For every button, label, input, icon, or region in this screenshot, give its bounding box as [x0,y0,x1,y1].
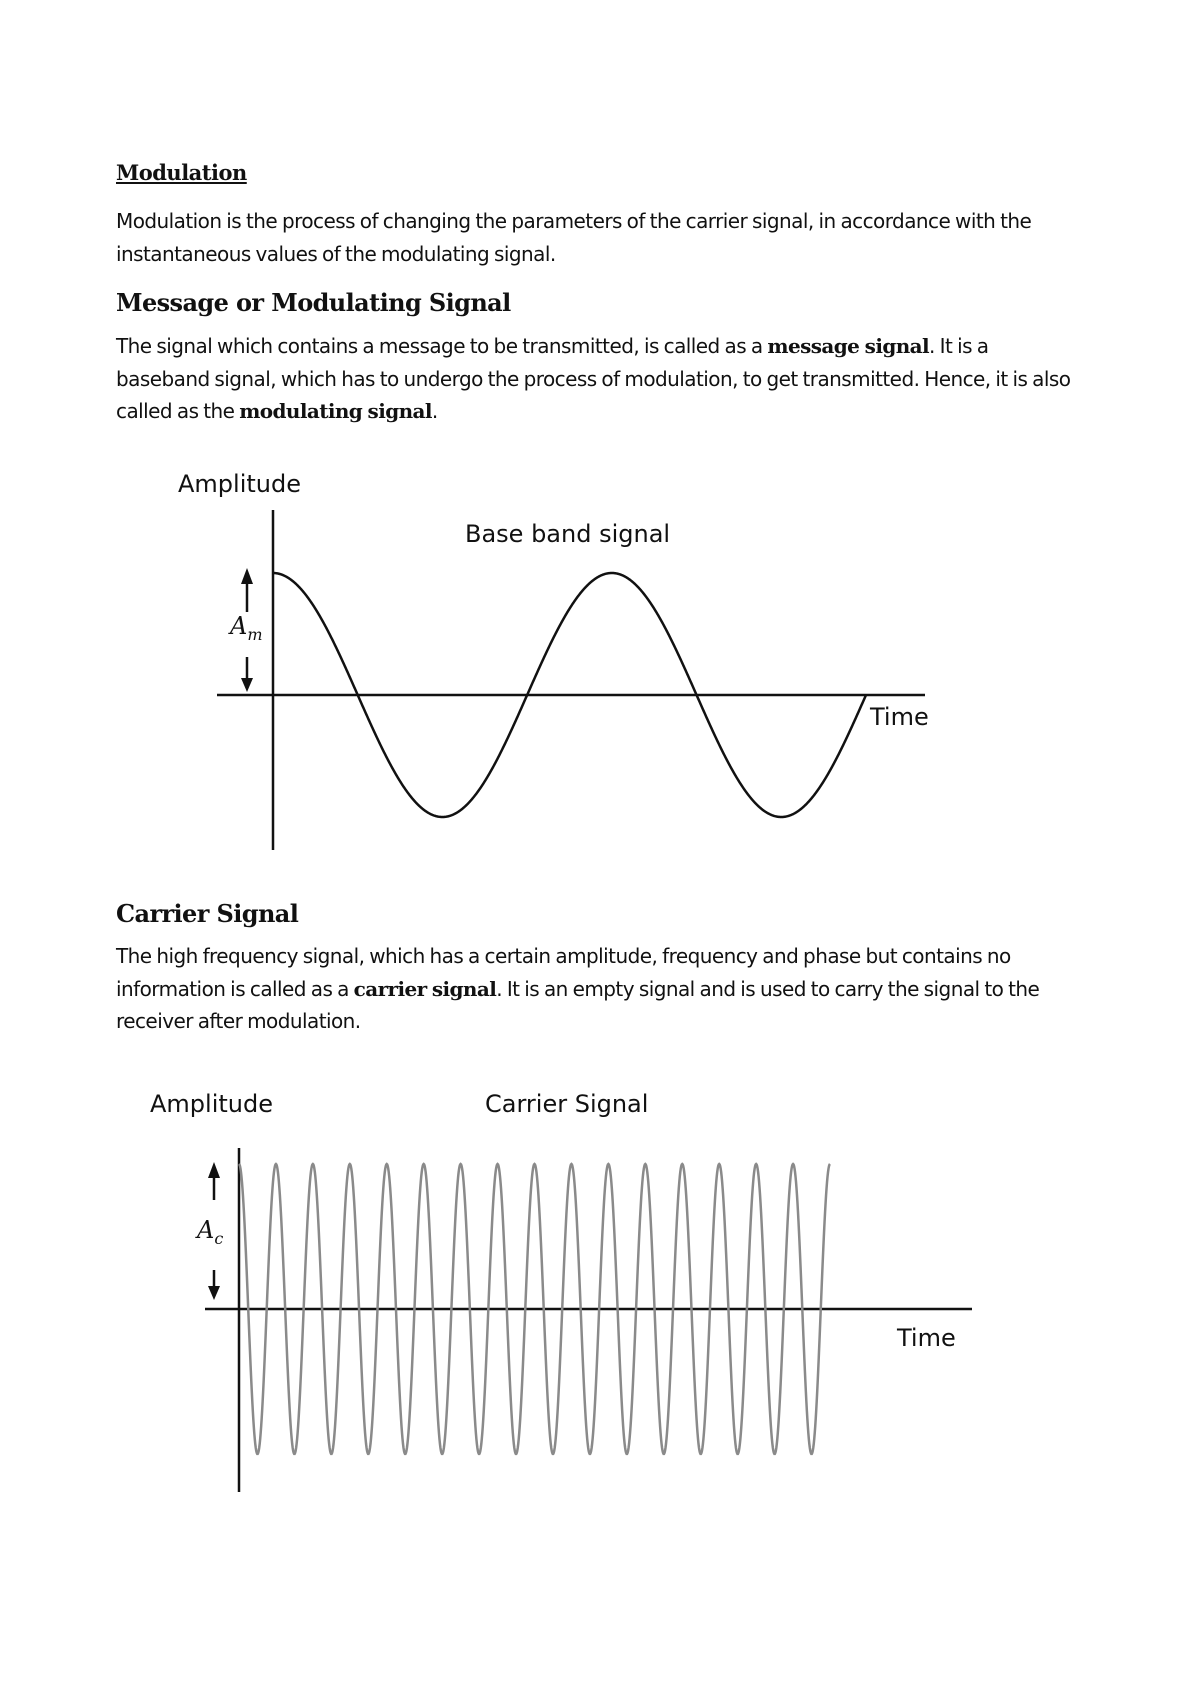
amplitude-down-arrow [241,657,253,692]
amplitude-up-arrow [241,568,253,612]
carrier-signal-chart [0,1080,1200,1500]
carrier-ylabel: Amplitude [150,1090,273,1118]
message-text-start: The signal which contains a message to be transmitted, is called as a [116,334,768,358]
amplitude-symbol [228,612,263,644]
carrier-text-start: The high frequency signal, which has a certain amplitude, frequency and phase but contains no information is called as a [116,944,1011,1001]
carrier-amplitude-down-arrow [208,1270,220,1300]
amplitude-symbol-subscript: m [247,625,263,644]
message-signal-paragraph [116,330,1086,428]
message-text-end: . [431,399,438,423]
carrier-title: Carrier Signal [485,1090,649,1118]
baseband-signal-figure [0,462,1200,862]
baseband-ylabel: Amplitude [178,470,301,498]
modulating-signal-term: modulating signal [239,399,432,423]
amplitude-symbol-base: A [230,612,248,640]
document-title: Modulation [116,160,247,185]
message-text-middle: . It is a baseband signal, which has to undergo the process of modulation, to get transmitted. Hence, it is also called as the [116,334,1071,423]
carrier-signal-heading: Carrier Signal [116,899,299,928]
carrier-amplitude-up-arrow [208,1162,220,1200]
carrier-amplitude-symbol-subscript: c [214,1229,224,1248]
carrier-amplitude-symbol [195,1216,223,1248]
carrier-signal-figure [0,1080,1200,1500]
message-signal-heading: Message or Modulating Signal [116,288,511,317]
carrier-signal-term: carrier signal [353,976,497,1001]
intro-paragraph: Modulation is the process of changing the parameters of the carrier signal, in accordance with the instantaneous values of the modulating signal. [116,209,1032,266]
baseband-signal-chart [0,462,1200,862]
baseband-xlabel: Time [870,703,929,731]
carrier-amplitude-symbol-base: A [197,1216,215,1244]
carrier-xlabel: Time [897,1324,956,1352]
carrier-signal-paragraph [116,940,1086,1038]
message-signal-term: message signal [767,334,929,358]
carrier-text-end: . It is an empty signal and is used to carry the signal to the receiver after modulation. [116,976,1040,1033]
baseband-title: Base band signal [465,520,671,548]
